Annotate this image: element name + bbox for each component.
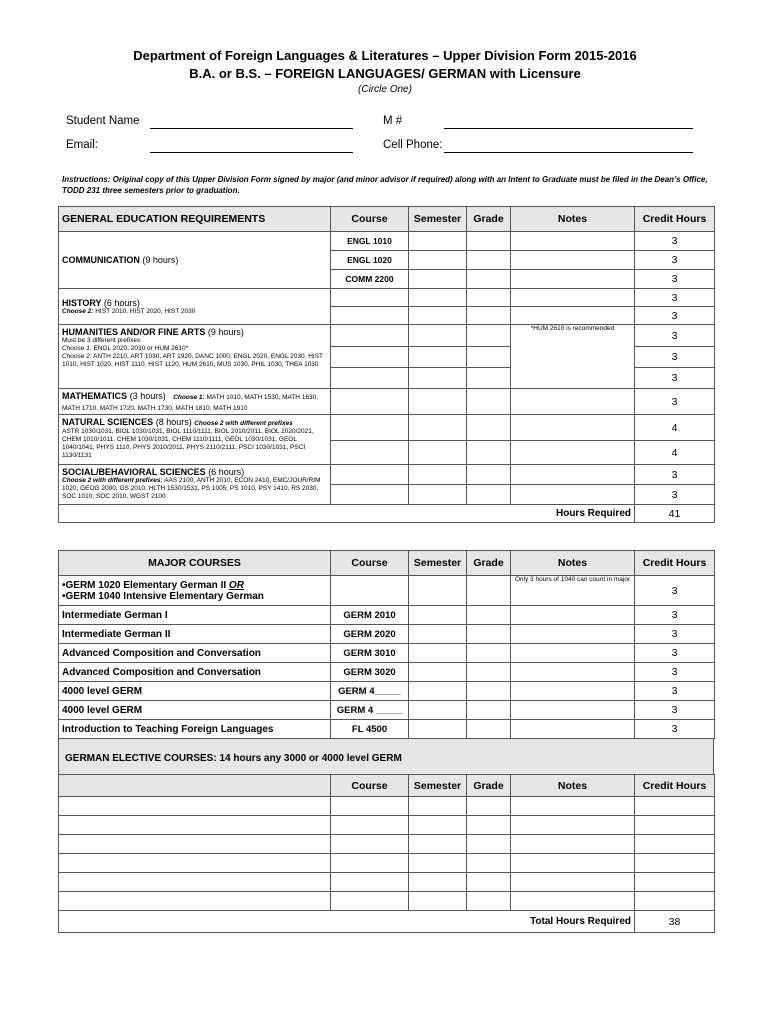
credit-cell: 3 (635, 663, 715, 682)
semester-cell[interactable] (409, 892, 467, 911)
semester-cell[interactable] (409, 347, 467, 368)
course-cell[interactable] (331, 415, 409, 441)
semester-cell[interactable] (409, 644, 467, 663)
major-course-name: 4000 level GERM (59, 682, 331, 701)
communication-category: COMMUNICATION (9 hours) (59, 232, 331, 289)
semester-cell[interactable] (409, 854, 467, 873)
semester-cell[interactable] (409, 606, 467, 625)
semester-cell[interactable] (409, 270, 467, 289)
humanities-note: *HUM 2610 is recommended (511, 325, 635, 389)
grade-cell[interactable] (467, 576, 511, 606)
grade-cell[interactable] (467, 854, 511, 873)
course-code[interactable] (331, 576, 409, 606)
col-credit-hours: Credit Hours (635, 207, 715, 232)
grade-cell[interactable] (467, 606, 511, 625)
grade-cell[interactable] (467, 663, 511, 682)
course-code: ENGL 1020 (331, 251, 409, 270)
major-course-name: •GERM 1020 Elementary German II OR •GERM 1040 Intensive Elementary German (59, 576, 331, 606)
col-course: Course (331, 775, 409, 797)
credit-cell[interactable] (635, 873, 715, 892)
course-cell[interactable] (331, 325, 409, 347)
notes-cell (511, 644, 635, 663)
grade-cell[interactable] (467, 465, 511, 485)
col-notes: Notes (511, 207, 635, 232)
mathematics-category: MATHEMATICS (3 hours) Choose 1: MATH 1010, MATH 1530, MATH 1630, MATH 1710, MATH 1720, MATH 1730, MATH 1810, MATH 1910 (59, 389, 331, 415)
course-cell[interactable] (331, 389, 409, 415)
grade-cell[interactable] (467, 325, 511, 347)
col-grade: Grade (467, 551, 511, 576)
credit-cell: 3 (635, 389, 715, 415)
semester-cell[interactable] (409, 289, 467, 307)
credit-cell: 3 (635, 701, 715, 720)
major-course-name: Intermediate German I (59, 606, 331, 625)
elective-heading: GERMAN ELECTIVE COURSES: 14 hours any 3000 or 4000 level GERM (65, 753, 402, 764)
major-course-name: Advanced Composition and Conversation (59, 663, 331, 682)
m-number-field[interactable] (444, 128, 693, 129)
m-number-label: M # (383, 115, 403, 127)
semester-cell[interactable] (409, 663, 467, 682)
credit-cell: 3 (635, 465, 715, 485)
semester-cell[interactable] (409, 576, 467, 606)
total-hours-value: 38 (635, 911, 715, 933)
elective-name-cell[interactable] (59, 854, 331, 873)
student-name-label: Student Name (66, 115, 140, 127)
credit-cell[interactable] (635, 835, 715, 854)
grade-cell[interactable] (467, 232, 511, 251)
credit-cell: 3 (635, 368, 715, 389)
major-course-name: Intermediate German II (59, 625, 331, 644)
form-subtitle: B.A. or B.S. – FOREIGN LANGUAGES/ GERMAN with Licensure (189, 66, 581, 81)
credit-cell: 3 (635, 485, 715, 505)
col-grade: Grade (467, 775, 511, 797)
semester-cell[interactable] (409, 368, 467, 389)
credit-cell: 3 (635, 682, 715, 701)
credit-cell: 3 (635, 270, 715, 289)
col-notes: Notes (511, 775, 635, 797)
credit-cell: 3 (635, 644, 715, 663)
semester-cell[interactable] (409, 701, 467, 720)
course-code: FL 4500 (331, 720, 409, 739)
col-notes: Notes (511, 551, 635, 576)
humanities-category: HUMANITIES AND/OR FINE ARTS (9 hours) Must be 3 different prefixes Choose 1: ENGL 2020, 2030 or HUM 2610* Choose 2: ANTH 2210, ART 1030, ART 1920, DANC 1000, ENGL 2020, ENGL 2030, HIST 1010, HIST 1020, HIST 1110, HIST 1120, HUM 2610, MUS 1030, PHIL 1030, THEA 1030 (59, 325, 331, 389)
col-semester: Semester (409, 775, 467, 797)
col-course: Course (331, 207, 409, 232)
semester-cell[interactable] (409, 816, 467, 835)
course-cell[interactable] (331, 873, 409, 892)
grade-cell[interactable] (467, 625, 511, 644)
grade-cell[interactable] (467, 307, 511, 325)
col-grade: Grade (467, 207, 511, 232)
elective-table (58, 774, 715, 933)
course-cell[interactable] (331, 854, 409, 873)
course-code: GERM 2010 (331, 606, 409, 625)
major-courses-table (58, 550, 715, 739)
major-course-name: Advanced Composition and Conversation (59, 644, 331, 663)
grade-cell[interactable] (467, 797, 511, 816)
notes-cell (511, 625, 635, 644)
notes-cell (511, 606, 635, 625)
credit-cell[interactable] (635, 797, 715, 816)
notes-cell[interactable] (511, 854, 635, 873)
elective-row (59, 816, 715, 835)
course-code: COMM 2200 (331, 270, 409, 289)
elective-name-cell[interactable] (59, 892, 331, 911)
grade-cell[interactable] (467, 682, 511, 701)
notes-cell (511, 465, 635, 485)
course-cell[interactable] (331, 347, 409, 368)
credit-cell: 4 (635, 415, 715, 441)
credit-cell: 4 (635, 441, 715, 465)
credit-cell[interactable] (635, 892, 715, 911)
notes-cell[interactable] (511, 797, 635, 816)
grade-cell[interactable] (467, 389, 511, 415)
major-course-name: Introduction to Teaching Foreign Languages (59, 720, 331, 739)
grade-cell[interactable] (467, 873, 511, 892)
major-heading: MAJOR COURSES (59, 551, 331, 576)
student-name-field[interactable] (150, 128, 353, 129)
course-cell[interactable] (331, 307, 409, 325)
col-semester: Semester (409, 551, 467, 576)
grade-cell[interactable] (467, 485, 511, 505)
notes-cell[interactable] (511, 892, 635, 911)
notes-cell (511, 289, 635, 307)
major-course-name: 4000 level GERM (59, 701, 331, 720)
col-credit-hours: Credit Hours (635, 775, 715, 797)
semester-cell[interactable] (409, 835, 467, 854)
natural-sciences-category: NATURAL SCIENCES (8 hours) Choose 2 with different prefixes ASTR 1030/1031, BIOL 1030/1031, BIOL 1110/1111, BIOL 2010/2011, BIOL 2020/2021, CHEM 1010/1011, CHEM 1030/1031, CHEM 1110/1111, GEOL 1030/1031, GEOL 1040/1041, PHYS 1110, PHYS 2010/2011, PHYS 2110/2111, PSCI 1030/1031, PSCI 1130/1131 (59, 415, 331, 465)
notes-cell[interactable] (511, 835, 635, 854)
semester-cell[interactable] (409, 682, 467, 701)
email-field[interactable] (150, 152, 353, 153)
hours-required-label: Hours Required (59, 505, 635, 523)
grade-cell[interactable] (467, 701, 511, 720)
elective-row (59, 797, 715, 816)
grade-cell[interactable] (467, 720, 511, 739)
credit-cell: 3 (635, 251, 715, 270)
elective-name-cell[interactable] (59, 797, 331, 816)
course-cell[interactable] (331, 797, 409, 816)
course-code[interactable]: GERM 4 _____ (331, 701, 409, 720)
notes-cell (511, 389, 635, 415)
elective-row (59, 873, 715, 892)
course-cell[interactable] (331, 485, 409, 505)
elective-name-cell[interactable] (59, 873, 331, 892)
grade-cell[interactable] (467, 415, 511, 441)
notes-cell (511, 682, 635, 701)
course-code: ENGL 1010 (331, 232, 409, 251)
credit-cell: 3 (635, 625, 715, 644)
notes-cell (511, 307, 635, 325)
credit-cell: 3 (635, 576, 715, 606)
semester-cell[interactable] (409, 485, 467, 505)
course-code: GERM 3020 (331, 663, 409, 682)
circle-one-note: (Circle One) (358, 84, 412, 95)
grade-cell[interactable] (467, 892, 511, 911)
course-cell[interactable] (331, 835, 409, 854)
form-title: Department of Foreign Languages & Literatures – Upper Division Form 2015-2016 (133, 48, 637, 63)
col-course: Course (331, 551, 409, 576)
social-sciences-category: SOCIAL/BEHAVIORAL SCIENCES (6 hours) Choose 2 with different prefixes: AAS 2100, ANTH 2010, ECON 2410, EMC/JOUR/RIM 1020, GEOG 2000, GS 2010, HLTH 1530/1531, PS 1005, PS 1010, PSY 1410, RS 2030, SOC 1010, SOC 2010, WGST 2100 (59, 465, 331, 505)
cell-phone-field[interactable] (444, 152, 693, 153)
notes-cell[interactable] (511, 873, 635, 892)
major-note: Only 3 hours of 1040 can count in major (511, 576, 635, 606)
grade-cell[interactable] (467, 289, 511, 307)
cell-phone-label: Cell Phone: (383, 139, 443, 151)
col-semester: Semester (409, 207, 467, 232)
grade-cell[interactable] (467, 270, 511, 289)
grade-cell[interactable] (467, 644, 511, 663)
col-blank (59, 775, 331, 797)
grade-cell[interactable] (467, 816, 511, 835)
course-code: GERM 2020 (331, 625, 409, 644)
semester-cell[interactable] (409, 465, 467, 485)
course-cell[interactable] (331, 289, 409, 307)
elective-row (59, 835, 715, 854)
grade-cell[interactable] (467, 441, 511, 465)
grade-cell[interactable] (467, 251, 511, 270)
col-credit-hours: Credit Hours (635, 551, 715, 576)
semester-cell[interactable] (409, 389, 467, 415)
credit-cell: 3 (635, 232, 715, 251)
elective-row (59, 892, 715, 911)
total-hours-label: Total Hours Required (59, 911, 635, 933)
course-code[interactable]: GERM 4_____ (331, 682, 409, 701)
notes-cell (511, 270, 635, 289)
course-cell[interactable] (331, 892, 409, 911)
grade-cell[interactable] (467, 835, 511, 854)
credit-cell: 3 (635, 289, 715, 307)
semester-cell[interactable] (409, 232, 467, 251)
credit-cell: 3 (635, 606, 715, 625)
semester-cell[interactable] (409, 625, 467, 644)
instructions: Instructions: Original copy of this Upper Division Form signed by major (and minor advisor if required) along with an Intent to Graduate must be filed in the Dean’s Office, TODD 231 three semesters prior to graduation. (62, 175, 708, 195)
notes-cell (511, 415, 635, 441)
semester-cell[interactable] (409, 441, 467, 465)
course-cell[interactable] (331, 441, 409, 465)
credit-cell[interactable] (635, 854, 715, 873)
grade-cell[interactable] (467, 368, 511, 389)
notes-cell[interactable] (511, 816, 635, 835)
hours-required-value: 41 (635, 505, 715, 523)
course-cell[interactable] (331, 816, 409, 835)
grade-cell[interactable] (467, 347, 511, 368)
notes-cell (511, 701, 635, 720)
credit-cell: 3 (635, 307, 715, 325)
credit-cell: 3 (635, 347, 715, 368)
email-label: Email: (66, 139, 98, 151)
semester-cell[interactable] (409, 873, 467, 892)
course-cell[interactable] (331, 465, 409, 485)
notes-cell (511, 663, 635, 682)
course-cell[interactable] (331, 368, 409, 389)
semester-cell[interactable] (409, 720, 467, 739)
gen-ed-table (58, 206, 715, 523)
history-category: HISTORY (6 hours) Choose 2: HIST 2010, HIST 2020, HIST 2030 (59, 289, 331, 325)
credit-cell: 3 (635, 720, 715, 739)
notes-cell (511, 485, 635, 505)
notes-cell (511, 720, 635, 739)
elective-name-cell[interactable] (59, 835, 331, 854)
semester-cell[interactable] (409, 251, 467, 270)
semester-cell[interactable] (409, 415, 467, 441)
credit-cell[interactable] (635, 816, 715, 835)
elective-heading-band (58, 738, 714, 778)
course-code: GERM 3010 (331, 644, 409, 663)
notes-cell (511, 251, 635, 270)
elective-name-cell[interactable] (59, 816, 331, 835)
credit-cell: 3 (635, 325, 715, 347)
semester-cell[interactable] (409, 797, 467, 816)
semester-cell[interactable] (409, 307, 467, 325)
elective-row (59, 854, 715, 873)
gen-ed-heading: GENERAL EDUCATION REQUIREMENTS (59, 207, 331, 232)
notes-cell (511, 232, 635, 251)
notes-cell (511, 441, 635, 465)
semester-cell[interactable] (409, 325, 467, 347)
